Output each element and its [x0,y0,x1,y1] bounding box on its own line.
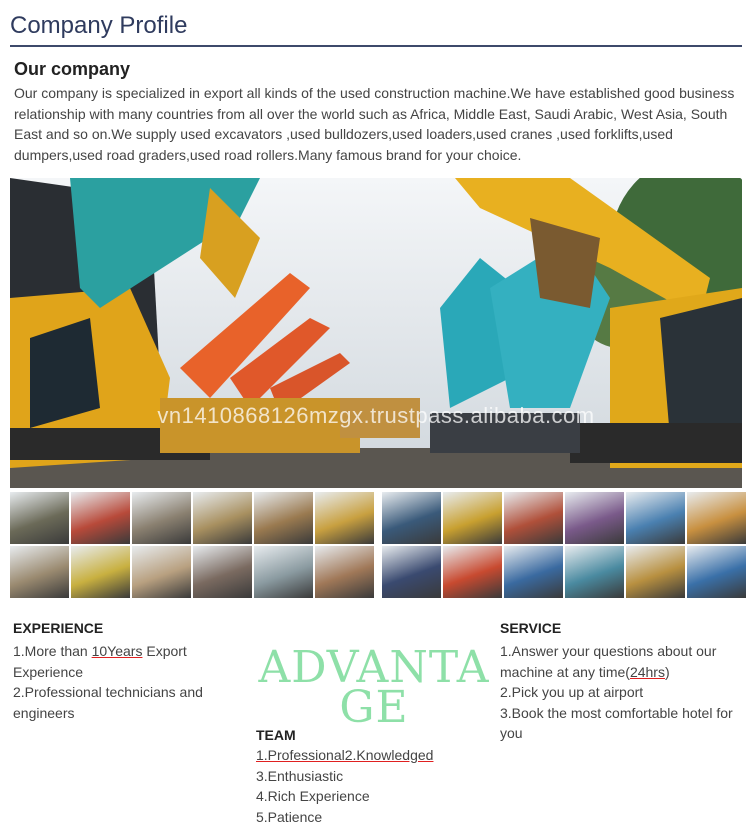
team-list [256,745,486,827]
experience-list [13,641,253,723]
gallery-photo [10,492,69,544]
gallery-photo [193,546,252,598]
service-item-1-suffix: ) [664,663,670,680]
watermark-text: vn1410868126mzgx.trustpass.alibaba.com [157,403,595,428]
service-list [500,641,735,744]
service-item-1 [500,641,735,682]
gallery-photo [254,492,313,544]
experience-years: 10Years [91,643,143,659]
gallery-photo [504,492,563,544]
gallery-photo [132,492,191,544]
gallery-photo [687,492,746,544]
photo-gallery [10,492,742,600]
gallery-photo [565,546,624,598]
gallery-photo [132,546,191,598]
team-item-4: 5.Patience [256,808,323,825]
experience-item-1-suffix: Export Experience [13,643,187,680]
service-item-2: 2.Pick you up at airport [500,684,644,700]
gallery-photo [10,546,69,598]
gallery-photo [193,492,252,544]
gallery-photo [443,546,502,598]
advantage-line-1: ADVANTA [258,642,490,693]
gallery-photo [382,492,441,544]
company-description: Our company is specialized in export all kinds of the used construction machine.We have established good business relationship with many countries from all over the world such as Africa, Middle East, Saudi Arabic, West Asia, South East and so on.We supply used excavators ,used bulldozers,used loaders,used cranes ,used forklifts,used dumpers,used road graders,used road rollers.Many famous brand for your choice. [14,85,735,163]
title-divider [10,45,742,47]
advantage-heading [258,642,490,733]
team-item-1: 1.Professional2.Knowledged [256,747,434,763]
gallery-photo [315,546,374,598]
page-title: Company Profile [10,12,188,39]
gallery-photo [687,546,746,598]
team-heading: TEAM [256,727,296,743]
gallery-photo [71,492,130,544]
service-heading: SERVICE [500,620,562,636]
service-item-1-prefix: 1.Answer your questions about our machine at any time( [500,643,717,680]
experience-heading: EXPERIENCE [13,620,104,636]
hero-excavators-image [10,178,742,488]
excavator-lineup-illustration [10,178,742,488]
gallery-photo [315,492,374,544]
gallery-photo [71,546,130,598]
experience-item-2: 2.Professional technicians and engineers [13,684,203,721]
advantage-line-2: GE [339,682,409,733]
gallery-photo [626,546,685,598]
gallery-photo [382,546,441,598]
gallery-photo [254,546,313,598]
team-item-2: 3.Enthusiastic [256,767,344,784]
team-item-3: 4.Rich Experience [256,788,370,804]
service-hours: 24hrs [629,663,665,680]
gallery-photo [443,492,502,544]
gallery-photo [626,492,685,544]
company-heading: Our company [14,59,131,79]
service-item-3: 3.Book the most comfortable hotel for you [500,704,733,741]
gallery-photo [565,492,624,544]
gallery-photo [504,546,563,598]
experience-item-1-prefix: 1.More than [13,643,92,659]
experience-item-1 [13,641,253,682]
